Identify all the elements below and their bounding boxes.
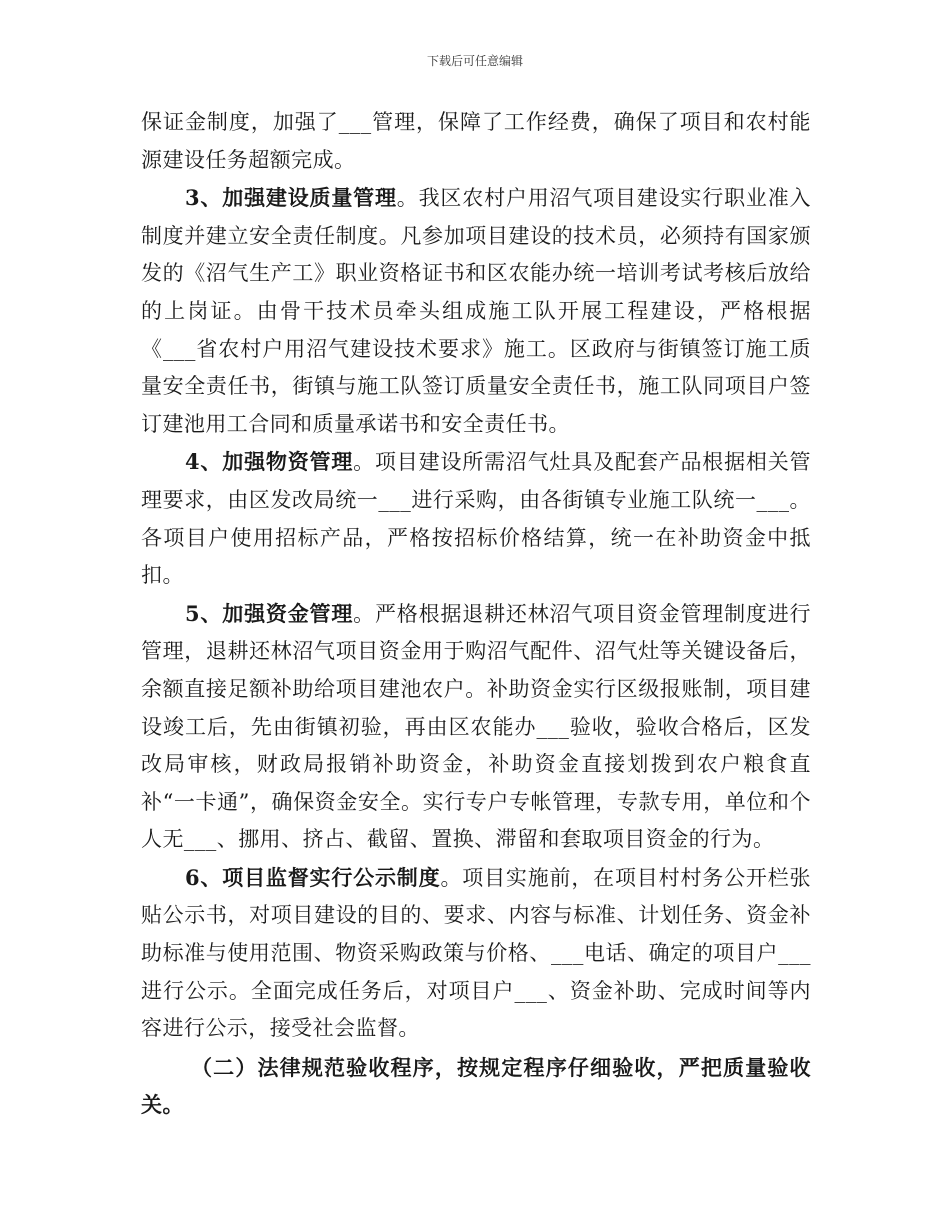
paragraph-lead: 6、项目监督实行公示制度: [185, 864, 441, 890]
paragraph-body: 。项目实施前，在项目村村务公开栏张贴公示书，对项目建设的目的、要求、内容与标准、计划任务、资金补助标准与使用范围、物资采购政策与价格、___电话、确定的项目户___进行公示。全面完成任务后，对项目户___、资金补助、完成时间等内容进行公示，接受社会监督。: [141, 865, 811, 1041]
paragraph-body: 。严格根据退耕还林沼气项目资金管理制度进行管理，退耕还林沼气项目资金用于购沼气配件、沼气灶等关键设备后，余额直接足额补助给项目建池农户。补助资金实行区级报账制，项目建设竣工后，先由街镇初验，再由区农能办___验收，验收合格后，区发改局审核，财政局报销补助资金，补助资金直接划拨到农户粮食直补“一卡通”，确保资金安全。实行专户专帐管理，专款专用，单位和个人无___、挪用、挤占、截留、置换、滞留和套取项目资金的行为。: [141, 601, 811, 852]
paragraph-body: 。我区农村户用沼气项目建设实行职业准入制度并建立安全责任制度。凡参加项目建设的技术员，必须持有国家颁发的《沼气生产工》职业资格证书和区农能办统一培训考试考核后放给的上岗证。由骨干技术员牵头组成施工队开展工程建设，严格根据《___省农村户用沼气建设技术要求》施工。区政府与街镇签订施工质量安全责任书，街镇与施工队签订质量安全责任书，施工队同项目户签订建池用工合同和质量承诺书和安全责任书。: [141, 186, 811, 436]
paragraph-lead: 5、加强资金管理: [185, 600, 354, 626]
paragraph-public-notice: [141, 859, 811, 1048]
paragraph-materials-management: [141, 443, 811, 594]
document-body: [141, 104, 811, 1124]
paragraph-lead: 4、加强物资管理: [185, 449, 354, 475]
page-header: 下载后可任意编辑: [426, 54, 523, 68]
paragraph-funds-management: [141, 595, 811, 859]
paragraph-construction-quality: [141, 179, 811, 443]
paragraph-continuation: [141, 104, 811, 179]
section-heading: （二）法律规范验收程序，按规定程序仔细验收，严把质量验收关。: [141, 1054, 811, 1118]
paragraph-lead: 3、加强建设质量管理: [185, 185, 397, 211]
paragraph-body: 保证金制度，加强了___管理，保障了工作经费，确保了项目和农村能源建设任务超额完成。: [141, 110, 811, 172]
paragraph-body: 。项目建设所需沼气灶具及配套产品根据相关管理要求，由区发改局统一___进行采购，由各街镇专业施工队统一___。各项目户使用招标产品，严格按招标价格结算，统一在补助资金中抵扣。: [141, 450, 811, 588]
